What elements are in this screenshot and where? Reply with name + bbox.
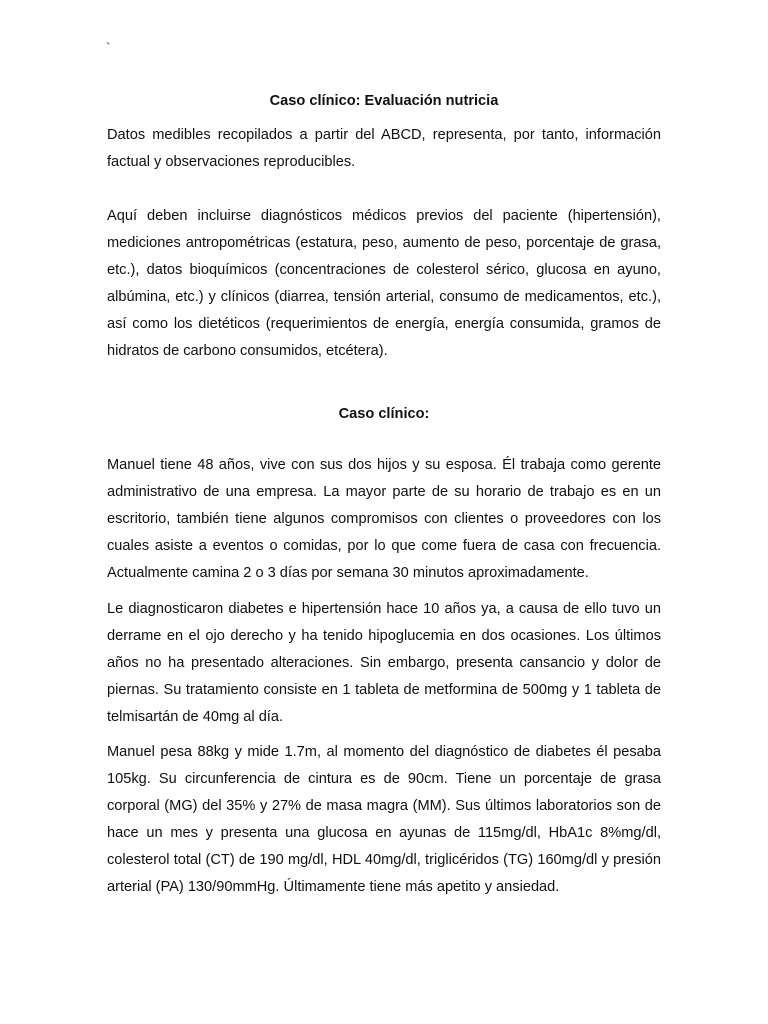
case-paragraph-3: Manuel pesa 88kg y mide 1.7m, al momento del diagnóstico de diabetes él pesaba 105kg. Su circunferencia de cintura es de 90cm. Tiene un porcentaje de grasa corporal (MG) del 35% y 27% de masa magra (MM). Sus últimos laboratorios son de hace un mes y presenta una glucosa en ayunas de 115mg/dl, HbA1c 8%mg/dl, colesterol total (CT) de 190 mg/dl, HDL 40mg/dl, triglicéridos (TG) 160mg/dl y presión arterial (PA) 130/90mmHg. Últimamente tiene más apetito y ansiedad. xyxy=(107,744,661,895)
document-title: Caso clínico: Evaluación nutricia xyxy=(269,93,499,109)
intro-paragraph-1: Datos medibles recopilados a partir del ABCD, representa, por tanto, información factual y observaciones reproducibles. xyxy=(107,127,661,170)
case-paragraph-1: Manuel tiene 48 años, vive con sus dos hijos y su esposa. Él trabaja como gerente administrativo de una empresa. La mayor parte de su horario de trabajo es en un escritorio, también tiene algunos compromisos con clientes o proveedores con los cuales asiste a eventos o comidas, por lo que come fuera de casa con frecuencia. Actualmente camina 2 o 3 días por semana 30 minutos aproximadamente. xyxy=(107,457,661,581)
case-heading: Caso clínico: xyxy=(338,406,430,422)
stray-mark: ` xyxy=(106,40,111,55)
intro-paragraph-2: Aquí deben incluirse diagnósticos médicos previos del paciente (hipertensión), mediciones antropométricas (estatura, peso, aumento de peso, porcentaje de grasa, etc.), datos bioquímicos (concentraciones de colesterol sérico, glucosa en ayuno, albúmina, etc.) y clínicos (diarrea, tensión arterial, consumo de medicamentos, etc.), así como los dietéticos (requerimientos de energía, energía consumida, gramos de hidratos de carbono consumidos, etcétera). xyxy=(107,208,661,359)
case-paragraph-2: Le diagnosticaron diabetes e hipertensión hace 10 años ya, a causa de ello tuvo un derrame en el ojo derecho y ha tenido hipoglucemia en dos ocasiones. Los últimos años no ha presentado alteraciones. Sin embargo, presenta cansancio y dolor de piernas. Su tratamiento consiste en 1 tableta de metformina de 500mg y 1 tableta de telmisartán de 40mg al día. xyxy=(107,601,661,725)
